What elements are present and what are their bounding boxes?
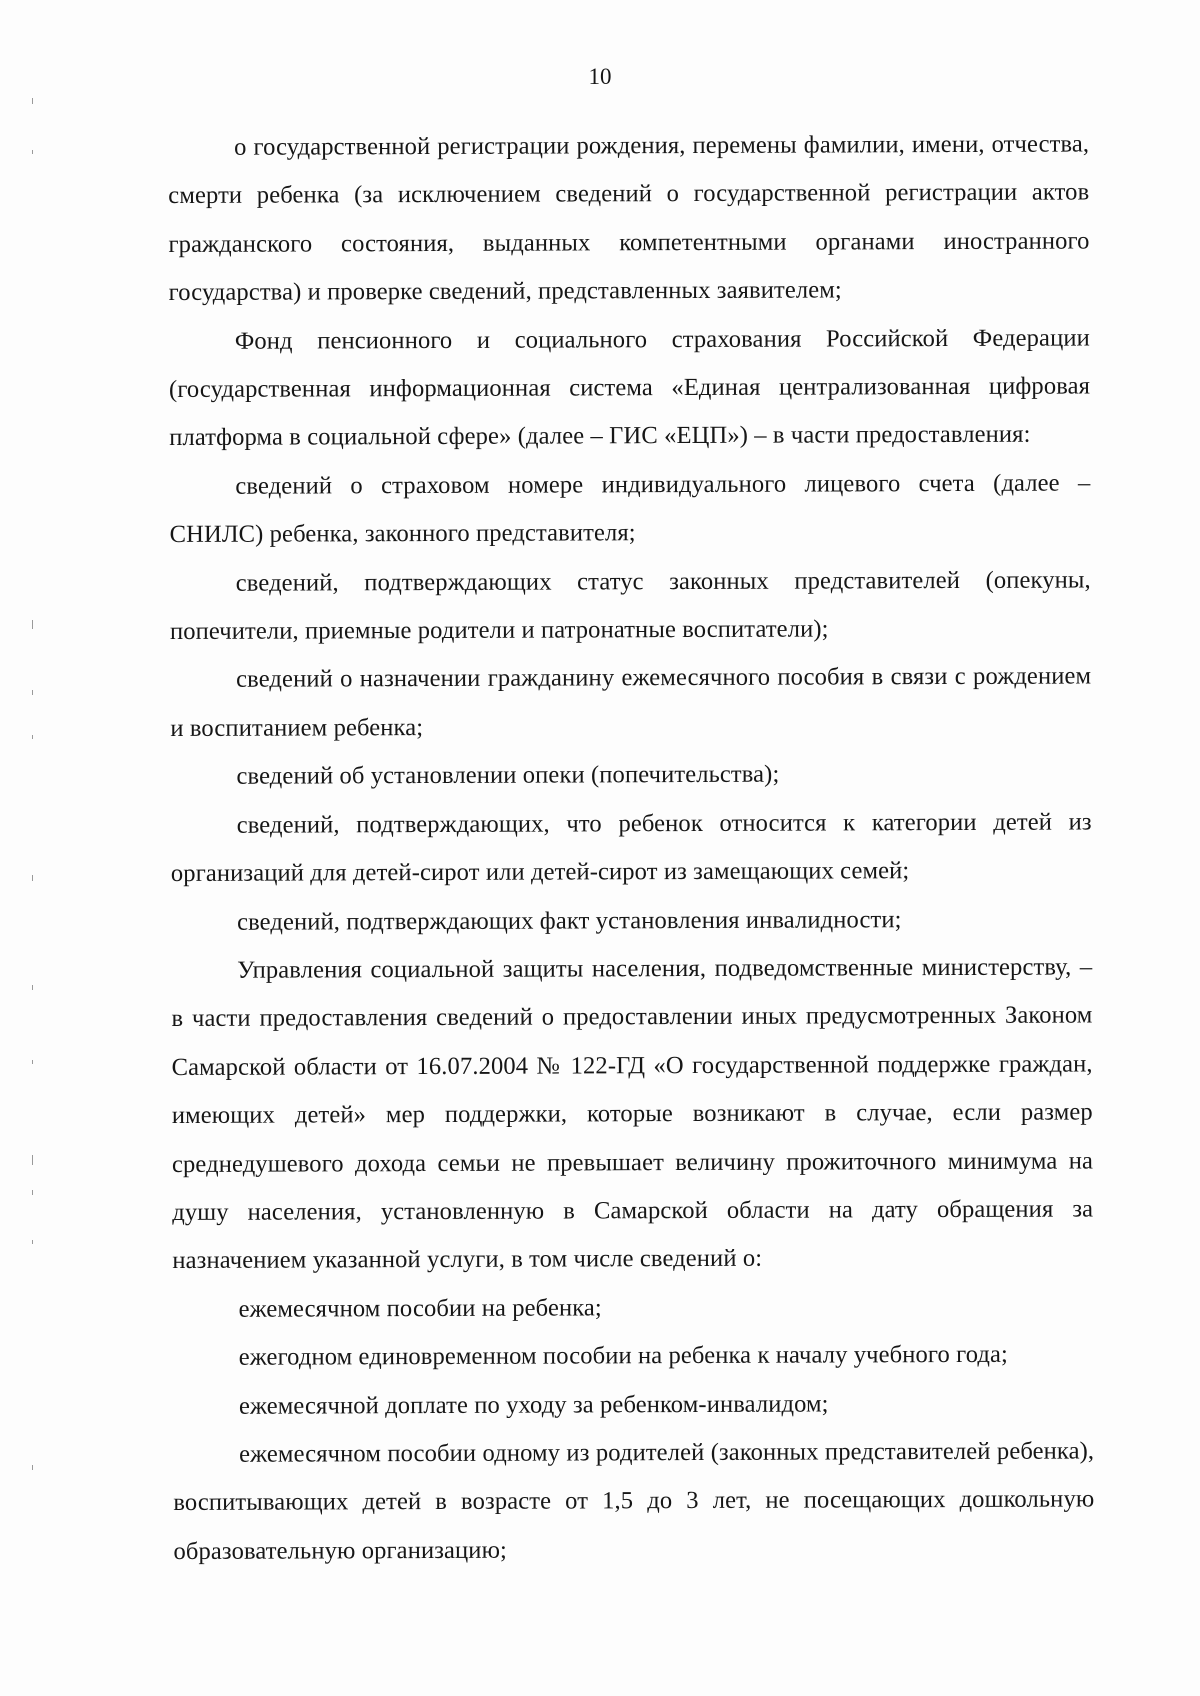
paragraph-disability: сведений, подтверждающих факт установления инвалидности; xyxy=(237,905,902,936)
document-body xyxy=(168,120,1095,1576)
scan-speck xyxy=(32,98,33,104)
scan-speck xyxy=(32,985,33,990)
paragraph-snils: сведений о страховом номере индивидуального лицевого счета (далее – СНИЛС) ребенка, законного представителя; xyxy=(169,469,1091,549)
scan-speck xyxy=(32,150,33,154)
scan-speck xyxy=(32,1060,33,1064)
scan-speck xyxy=(32,735,33,739)
scan-speck xyxy=(32,1190,33,1195)
paragraph-guardianship: сведений об установлении опеки (попечительства); xyxy=(236,760,780,791)
paragraph-social-protection: Управления социальной защиты населения, подведомственные министерству, – в части предоставления сведений о предоставлении иных предусмотренных Законом Самарской области от 16.07.2004 № 122-ГД «О государственной поддержке граждан, имеющих детей» мер поддержки, которые возникают в случае, если размер среднедушевого дохода семьи не превышает величину прожиточного минимума на душу населения, установленную в Самарской области на дату обращения за назначением указанной услуги, в том числе сведений о: xyxy=(171,953,1094,1275)
paragraph-monthly-allowance: сведений о назначении гражданину ежемесячного пособия в связи с рождением и воспитанием ребенка; xyxy=(170,662,1092,742)
scan-speck xyxy=(32,690,33,695)
scan-speck xyxy=(32,1240,33,1244)
paragraph-orphans: сведений, подтверждающих, что ребенок относится к категории детей из организаций для детей-сирот или детей-сирот из замещающих семей; xyxy=(170,808,1092,888)
paragraph-pension-fund: Фонд пенсионного и социального страхования Российской Федерации (государственная информационная система «Единая централизованная цифровая платформа в социальной сфере» (далее – ГИС «ЕЦП») – в части предоставления: xyxy=(168,324,1091,452)
scan-speck xyxy=(32,620,33,629)
paragraph-civil-registration: о государственной регистрации рождения, перемены фамилии, имени, отчества, смерти ребенка (за исключением сведений о государственной регистрации актов гражданского состояния, выданных компетентными органами иностранного государства) и проверке сведений, представленных заявителем; xyxy=(168,130,1090,307)
scan-speck xyxy=(32,1465,33,1470)
scan-speck xyxy=(32,875,33,881)
scan-speck xyxy=(32,1155,33,1165)
list-item-child-allowance: ежемесячном пособии на ребенка; xyxy=(238,1294,602,1323)
paragraph-guardian-status: сведений, подтверждающих статус законных представителей (опекуны, попечители, приемные родители и патронатные воспитатели); xyxy=(169,566,1091,646)
list-item-school-year-allowance: ежегодном единовременном пособии на ребенка к началу учебного года; xyxy=(238,1340,1008,1371)
page-number: 10 xyxy=(588,64,612,89)
list-item-parent-allowance: ежемесячном пособии одному из родителей (законных представителей ребенка), воспитывающих детей в возрасте от 1,5 до 3 лет, не посещающих дошкольную образовательную организацию; xyxy=(173,1437,1095,1565)
list-item-disabled-child-care: ежемесячной доплате по уходу за ребенком-инвалидом; xyxy=(238,1390,829,1420)
scan-margin-specks xyxy=(32,0,42,1696)
